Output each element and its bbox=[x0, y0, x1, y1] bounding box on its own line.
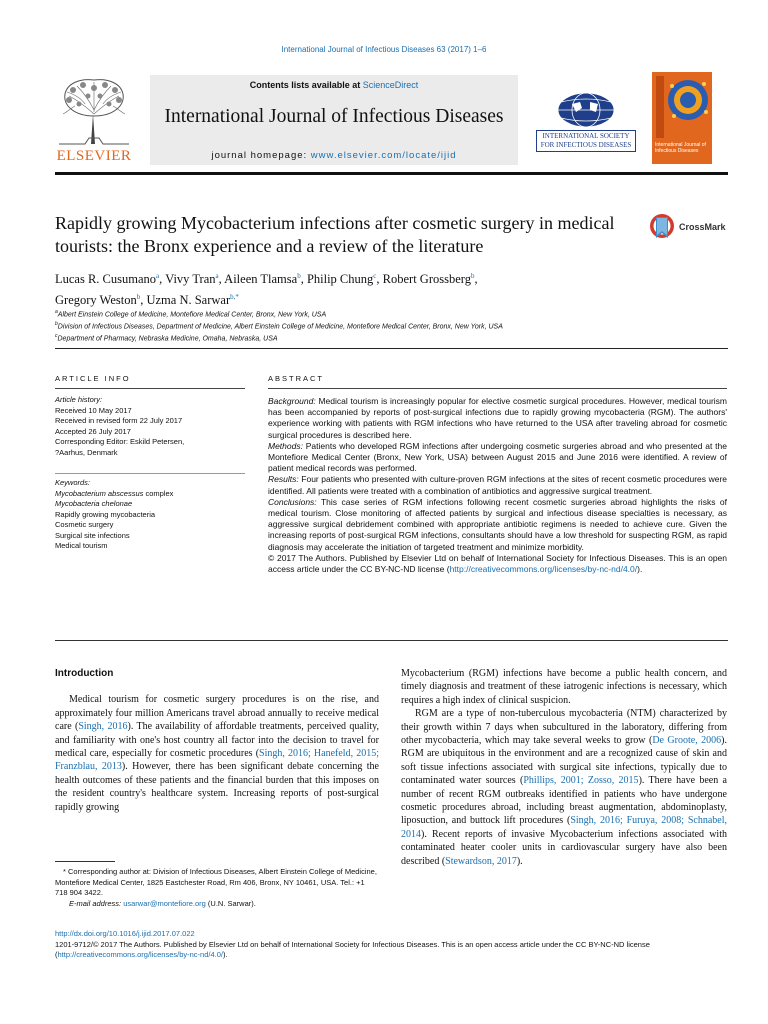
email-suffix: (U.N. Sarwar). bbox=[205, 898, 256, 908]
copyright-text: © 2017 The Authors. Published by Elsevier Ltd on behalf of International Society for Infectious Diseases. This is an open access article under the CC BY-NC-ND license ( bbox=[268, 552, 727, 575]
paragraph-text: ). However, there has been significant debate concerning the health outcomes of these patients and the financial burden that this imposes on the resident country's healthcare system. Increasing reports of post-surgical rapidly growing bbox=[55, 761, 379, 813]
email-label: E-mail address: bbox=[69, 898, 124, 908]
keywords-block bbox=[55, 478, 255, 552]
article-info-heading: ARTICLE INFO bbox=[55, 374, 131, 383]
author-name: Aileen Tlamsa bbox=[224, 272, 298, 287]
society-name-line2: FOR INFECTIOUS DISEASES bbox=[540, 141, 632, 149]
journal-cover[interactable] bbox=[652, 72, 712, 164]
license-link[interactable]: http://creativecommons.org/licenses/by-nc-nd/4.0/ bbox=[57, 950, 223, 959]
history-item: Received in revised form 22 July 2017 bbox=[55, 416, 183, 425]
affiliation-rule bbox=[55, 348, 728, 349]
abstract-methods bbox=[268, 441, 727, 475]
author-affiliation-mark[interactable]: b bbox=[136, 293, 141, 302]
citation-link[interactable]: Singh, 2016 bbox=[78, 721, 128, 733]
author-line-2 bbox=[55, 288, 705, 309]
footnote-mark: * bbox=[63, 867, 66, 876]
author-line-1 bbox=[55, 267, 705, 288]
intro-paragraph-2: Mycobacterium (RGM) infections have become a public health concern, and timely diagnosis and treatment of these iatrogenic infections is necessary, which requires a high index of clinical suspicion. bbox=[401, 668, 727, 706]
author-name: Vivy Tran bbox=[165, 272, 216, 287]
abstract-text: Patients who developed RGM infections after undergoing cosmetic surgeries abroad and who presented at the Montefiore Medical Center (Bronx, New York, USA) between August 2015 and June 2016 were identified. A review of patient medical records was performed. bbox=[268, 440, 727, 474]
section-heading-introduction: Introduction bbox=[55, 668, 114, 679]
intro-paragraph-1 bbox=[55, 693, 379, 814]
affiliation-b bbox=[55, 321, 503, 330]
paragraph-text: RGM are a type of non-tuberculous mycobacteria (NTM) characterized by their growth within 7 days when subcultured in the laboratory, differing from other mycobacteria, which may take several weeks to grow ( bbox=[401, 708, 727, 747]
paragraph-text: ). Recent reports of invasive Mycobacterium infections associated with contaminated heater cooler units in cardiovascular surgery have also been described ( bbox=[401, 828, 727, 867]
header-rule bbox=[55, 172, 728, 175]
citation-link[interactable]: Phillips, 2001; Zosso, 2015 bbox=[523, 775, 639, 787]
author-affiliation-mark[interactable]: b,* bbox=[230, 293, 239, 302]
affiliation-text: Division of Infectious Diseases, Department of Medicine, Albert Einstein College of Medicine, Montefiore Medical Center, Bronx, New York, USA bbox=[57, 323, 503, 331]
elsevier-tree-icon bbox=[55, 76, 133, 146]
abstract-background bbox=[268, 396, 727, 441]
author-separator: , bbox=[218, 272, 225, 287]
intro-paragraph-3 bbox=[401, 707, 727, 868]
author-separator: , bbox=[376, 272, 383, 287]
abstract-text: Four patients who presented with culture-proven RGM infections at the sites of recent cosmetic procedures were identified. All patients were treated with a combination of antibiotics and aggressive surgical treatment. bbox=[268, 474, 727, 496]
abstract-body bbox=[268, 396, 727, 575]
license-end: ). bbox=[223, 950, 228, 959]
abstract-conclusions bbox=[268, 497, 727, 553]
affiliation-mark: b bbox=[55, 321, 58, 327]
paragraph-text: ). bbox=[516, 855, 523, 867]
article-info-rule bbox=[55, 388, 245, 389]
paragraph-text: Medical tourism for cosmetic surgery procedures is on the rise, and approximately four million Americans travel abroad annually to receive medical care ( bbox=[55, 694, 379, 733]
author-separator: , bbox=[140, 293, 147, 308]
doi-block bbox=[55, 929, 728, 961]
corresponding-author-footnote bbox=[55, 867, 379, 909]
society-name-line1: INTERNATIONAL SOCIETY bbox=[542, 132, 630, 140]
author-name: Gregory Weston bbox=[55, 293, 137, 308]
article-title: Rapidly growing Mycobacterium infections after cosmetic surgery in medical tourists: the Bronx experience and a review of the literature bbox=[55, 213, 615, 256]
paragraph-text: ). There have been a number of recent RGM outbreaks identified in patients who have undergone cosmetic procedures abroad, including breast augmentation, abdominoplasty, liposuction, and buttock lift procedures ( bbox=[401, 775, 727, 827]
author-name: Uzma N. Sarwar bbox=[146, 293, 231, 308]
affiliation-c bbox=[55, 333, 278, 342]
author-name: Philip Chung bbox=[306, 272, 374, 287]
crossmark-label: CrossMark bbox=[679, 222, 726, 232]
citation-link[interactable]: Singh, 2016; Hanefeld, 2015; Franzblau, 2013 bbox=[55, 748, 379, 773]
author-affiliation-mark[interactable]: a bbox=[156, 272, 160, 280]
sciencedirect-link[interactable]: ScienceDirect bbox=[362, 80, 419, 90]
affiliation-text: Albert Einstein College of Medicine, Montefiore Medical Center, Bronx, New York, USA bbox=[57, 311, 327, 319]
keyword: Mycobacterium abscessus complex bbox=[55, 488, 174, 498]
author-list bbox=[55, 267, 705, 309]
history-item: ?Aarhus, Denmark bbox=[55, 447, 118, 457]
author-affiliation-mark[interactable]: c bbox=[373, 272, 377, 280]
abstract-text: This case series of RGM infections following recent cosmetic surgeries abroad highlights the risks of medical tourism. Close monitoring of affected patients by surgical and infectious disease specialties is necessary, as aggressive surgical debridement combined with appropriate antibiotic regimens is needed to achieve cure. Given the increasing reports of post-surgical RGM infections, consultants should have a low threshold for suspecting RGM, as rapid diagnosis may accelerate the initiation of targeted treatment and minimize morbidity. bbox=[268, 496, 727, 552]
paragraph-text: ). RGM are ubiquitous in the environment and are a recognized cause of skin and soft tissue infections associated with surgical site infections, typically due to contaminated water sources ( bbox=[401, 735, 727, 787]
abstract-text: Medical tourism is increasingly popular for elective cosmetic surgical procedures. However, medical tourism has been accompanied by reports of post-surgical infections due to rapidly growing mycobacteria (RGM). The authors' experience working with patients with RGM infections who have returned to the USA after traveling abroad for cosmetic surgical procedures is described here. bbox=[268, 396, 727, 440]
journal-citation[interactable]: International Journal of Infectious Diseases 63 (2017) 1–6 bbox=[281, 45, 487, 54]
cover-artwork-icon bbox=[652, 72, 712, 142]
keywords-list bbox=[55, 489, 255, 552]
author-affiliation-mark[interactable]: a bbox=[215, 272, 219, 280]
homepage-link[interactable]: www.elsevier.com/locate/ijid bbox=[310, 150, 457, 161]
journal-title: International Journal of Infectious Diseases bbox=[164, 106, 504, 127]
license-link[interactable]: http://creativecommons.org/licenses/by-nc-nd/4.0/ bbox=[449, 564, 638, 575]
history-label: Article history: bbox=[55, 395, 103, 404]
affiliation-a bbox=[55, 309, 326, 318]
author-separator: , bbox=[300, 272, 307, 287]
article-history bbox=[55, 395, 255, 458]
left-column bbox=[55, 667, 379, 814]
abstract-label: Conclusions: bbox=[268, 496, 317, 507]
email-link[interactable]: usarwar@montefiore.org bbox=[123, 898, 206, 908]
history-item: Accepted 26 July 2017 bbox=[55, 426, 131, 436]
keyword: Rapidly growing mycobacteria bbox=[55, 509, 156, 519]
author-separator: , bbox=[474, 272, 478, 287]
right-column bbox=[401, 667, 727, 868]
history-item: Corresponding Editor: Eskild Petersen, bbox=[55, 437, 185, 446]
keyword: Medical tourism bbox=[55, 541, 108, 550]
keyword: Surgical site infections bbox=[55, 530, 130, 540]
citation-link[interactable]: Stewardson, 2017 bbox=[445, 855, 517, 867]
crossmark-badge[interactable] bbox=[649, 213, 729, 245]
abstract-results bbox=[268, 474, 727, 496]
abstract-rule bbox=[268, 388, 727, 389]
affiliation-mark: a bbox=[55, 309, 58, 315]
homepage-prefix: journal homepage: bbox=[211, 150, 311, 161]
abstract-bottom-rule bbox=[55, 640, 728, 641]
affiliation-text: Department of Pharmacy, Nebraska Medicine, Omaha, Nebraska, USA bbox=[57, 335, 278, 343]
cover-title: International Journal of Infectious Diseases bbox=[655, 142, 706, 154]
abstract-copyright bbox=[268, 553, 727, 575]
history-item: Received 10 May 2017 bbox=[55, 405, 132, 415]
globe-icon bbox=[536, 92, 636, 128]
keyword: Cosmetic surgery bbox=[55, 520, 114, 529]
footnote-rule bbox=[55, 861, 115, 862]
author-affiliation-mark[interactable]: b bbox=[470, 272, 475, 280]
abstract-heading: ABSTRACT bbox=[268, 374, 325, 383]
keyword: Mycobacteria chelonae bbox=[55, 499, 133, 508]
copyright-end: ). bbox=[637, 564, 643, 575]
affiliation-mark: c bbox=[55, 333, 58, 339]
paragraph-text: ). The availability of affordable treatments, perceived quality, and familiarity with one's host country all factor into the decision to travel for medical care, especially for cosmetic procedures ( bbox=[55, 721, 379, 760]
license-text: 1201-9712/© 2017 The Authors. Published by Elsevier Ltd on behalf of International Society for Infectious Diseases. This is an open access article under the CC BY-NC-ND license ( bbox=[55, 939, 650, 959]
keywords-rule bbox=[55, 473, 245, 474]
author-separator: , bbox=[159, 272, 166, 287]
publisher-name: ELSEVIER bbox=[56, 148, 132, 164]
doi-link[interactable]: http://dx.doi.org/10.1016/j.ijid.2017.07.022 bbox=[55, 929, 195, 938]
author-affiliation-mark[interactable]: b bbox=[297, 272, 301, 280]
elsevier-logo bbox=[55, 76, 133, 166]
society-logo bbox=[536, 92, 636, 154]
keywords-label: Keywords: bbox=[55, 478, 91, 487]
abstract-label: Results: bbox=[268, 474, 299, 485]
contents-prefix: Contents lists available at bbox=[249, 80, 363, 90]
author-name: Robert Grossberg bbox=[382, 272, 471, 287]
journal-homepage bbox=[150, 150, 518, 161]
abstract-label: Background: bbox=[268, 396, 316, 406]
abstract-label: Methods: bbox=[268, 440, 303, 451]
contents-line bbox=[150, 80, 518, 90]
citation-link[interactable]: Singh, 2016; Furuya, 2008; Schnabel, 2014 bbox=[401, 815, 727, 840]
crossmark-icon bbox=[649, 213, 675, 243]
author-name: Lucas R. Cusumano bbox=[55, 272, 157, 287]
footnote-text: Corresponding author at: Division of Infectious Diseases, Albert Einstein College of Medicine, Montefiore Medical Center, 1825 Eastchester Road, Rm 406, Bronx, NY 10461, USA. Tel.: +1 718 904 3422. bbox=[55, 867, 377, 897]
citation-link[interactable]: De Groote, 2006 bbox=[652, 735, 722, 747]
